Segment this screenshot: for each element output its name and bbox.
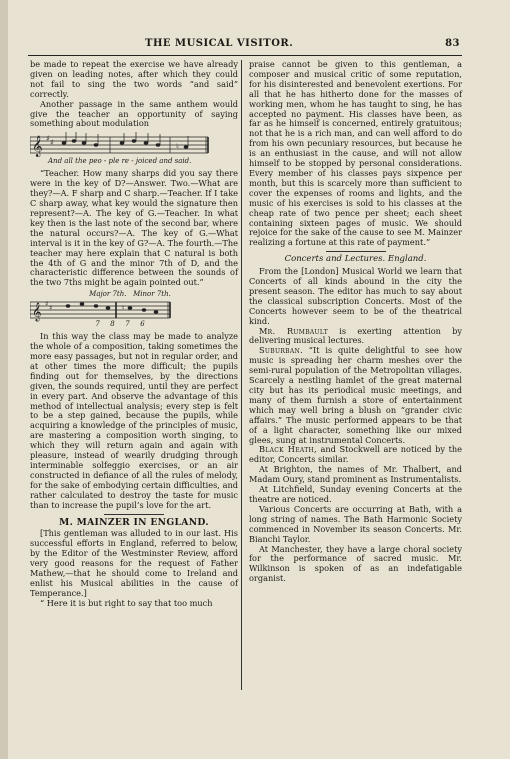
svg-text:♯: ♯ [50, 138, 54, 148]
major-seventh-label: Major 7th. [89, 290, 127, 299]
paragraph-body: is exerting attention by delivering musical lectures. [249, 325, 462, 346]
paragraph: [This gentleman was alluded to in our last. His successful efforts in England, referred to below, by the Editor of the Westminster Review, afford very good reasons for the request of Father Mathew,—that he should come to Ireland and enlist his Musical abilities in the cause of Temperance.] [30, 528, 238, 598]
svg-text:𝄞: 𝄞 [32, 302, 42, 322]
paragraph: At Manchester, they have a large choral society for the performance of sacred music. Mr. Wilkinson is spoken of as an indefatigable organist. [249, 543, 462, 584]
paragraph-body: “It is quite delightful to see how music is spreading her charm meshes over the semi-rural population of the Metropolitan villages. Scarcely a nestling hamlet of the great maternal city but has its periodical music meetings, and many of them furnish a store of entertainment which may well bring a blush on “grander civic affairs.” The music performed appears to be that of a light character, something like our mixed glees, sung at instrumental Concerts. [249, 345, 462, 445]
paragraph: At Brighton, the names of Mr. Thalbert, and Madam Oury, stand prominent as Instrumentalists. [249, 464, 462, 485]
header-rule [28, 55, 462, 56]
left-column [30, 60, 238, 609]
paragraph: Various Concerts are occurring at Bath, with a long string of names. The Bath Harmonic Society commenced in November its season Concerts. Mr. Bianchi Taylor. [249, 503, 462, 544]
interval-labels [70, 290, 190, 298]
scale-degree-numbers: 7 8 7 6 [95, 320, 145, 329]
minor-seventh-label: Minor 7th. [133, 290, 171, 299]
paragraph: “ Here it is but right to say that too much [40, 597, 213, 608]
svg-text:♮: ♮ [122, 304, 125, 313]
running-header [30, 38, 460, 52]
column-divider [241, 60, 242, 690]
svg-text:𝄞: 𝄞 [32, 136, 43, 158]
paragraph [249, 327, 462, 347]
paragraph: be made to repeat the exercise we have already given on leading notes, after which they could not fail to sing the two words “and said” correctly. [30, 59, 238, 99]
lead-in: Mr. Rumbault [259, 325, 329, 336]
paragraph [249, 346, 462, 445]
page-number: 83 [445, 38, 460, 49]
paragraph: Another passage in the same anthem would give the teacher an opportunity of saying something about modulation [30, 98, 238, 129]
svg-text:♯: ♯ [46, 134, 50, 144]
section-heading-mainzer: M. MAINZER IN ENGLAND. [59, 516, 209, 528]
paragraph: “Teacher. How many sharps did you say there were in the key of D?—Answer. Two.—What are they?—A. F sharp and C sharp.—Teacher. If I take C sharp away, what key would the signature then represent?—A. The key of G.—Teacher. In what key then is the last note of the second bar, where the natural occurs?—A. The key of G.—What interval is it in the key of G?—A. The fourth.—The teacher may here explain that C natural is both the 4th of G and the minor 7th of D, and the characteristic difference between the sounds of the two 7ths might be again pointed out.” [30, 168, 238, 288]
paragraph: praise cannot be given to this gentleman, a composer and musical critic of some reputation, for his disinterested and benevolent exertions. For all that he has hitherto done for the masses of working men, whom he has taught to sing, he has accepted no payment. His classes have been, as far as he himself is concerned, entirely gratuitous; not that he is a rich man, and can well afford to do from his own pecuniary resources, but because he is an enthusiast in the cause, and will not allow himself to be stopped by personal considerations. Every member of his classes pays sixpence per month, but this is scarcely more than sufficient to cover the expenses of rooms and lights, and the music of his exercises is sold to his classes at the cheap rate of two pence per sheet; each sheet containing sixteen pages of music. We should rejoice for the sake of the cause to see M. Mainzer realizing a fortune at this rate of payment.” [249, 59, 462, 248]
paragraph [249, 445, 462, 465]
svg-text:♮: ♮ [176, 142, 179, 152]
music-example-2 [30, 290, 238, 330]
music-lyrics-caption: And all the peo - ple re - joiced and said. [48, 157, 192, 166]
music-example-1 [30, 131, 238, 167]
paragraph-body: and Stockwell are noticed by the editor, Concerts similar. [249, 444, 462, 465]
svg-text:♯: ♯ [45, 300, 49, 309]
running-title: THE MUSICAL VISITOR. [145, 38, 294, 49]
lead-in: Black Heath, [259, 444, 317, 455]
section-rule [326, 251, 386, 252]
section-rule [104, 514, 164, 515]
paragraph: At Litchfield, Sunday evening Concerts at the theatre are noticed. [249, 484, 462, 504]
svg-text:♯: ♯ [49, 304, 53, 313]
lead-in: Suburban. [259, 345, 303, 356]
paragraph: From the [London] Musical World we learn that Concerts of all kinds abound in the city the present season. The editor has much to say about the classical subscription Concerts. Most of the Concerts however seem to be of the theatrical kind. [249, 266, 462, 326]
paragraph: In this way the class may be made to analyze the whole of a composition, taking sometimes the more easy passages, but not in regular order, and at other times the more difficult; the pupils finding out for themselves, by the directions given, the sounds required, until they are perfect in every part. And observe the advantage of this method of intellectual analysis; every step is felt to be a step gained, because the pupils, while acquiring a knowledge of the principles of music, are mastering a composition worth singing, to which they will return again and again with pleasure, instead of wearily drudging through interminable solfeggio exercises, or an air constructed in defiance of all the rules of melody, for the sake of embodying certain difficulties, and rather calculated to destroy the taste for music than to increase the pupil’s love for the art. [30, 331, 238, 510]
right-column [249, 60, 462, 584]
section-heading-concerts: Concerts and Lectures. England. [284, 254, 427, 265]
page-spine-shadow [0, 0, 8, 759]
